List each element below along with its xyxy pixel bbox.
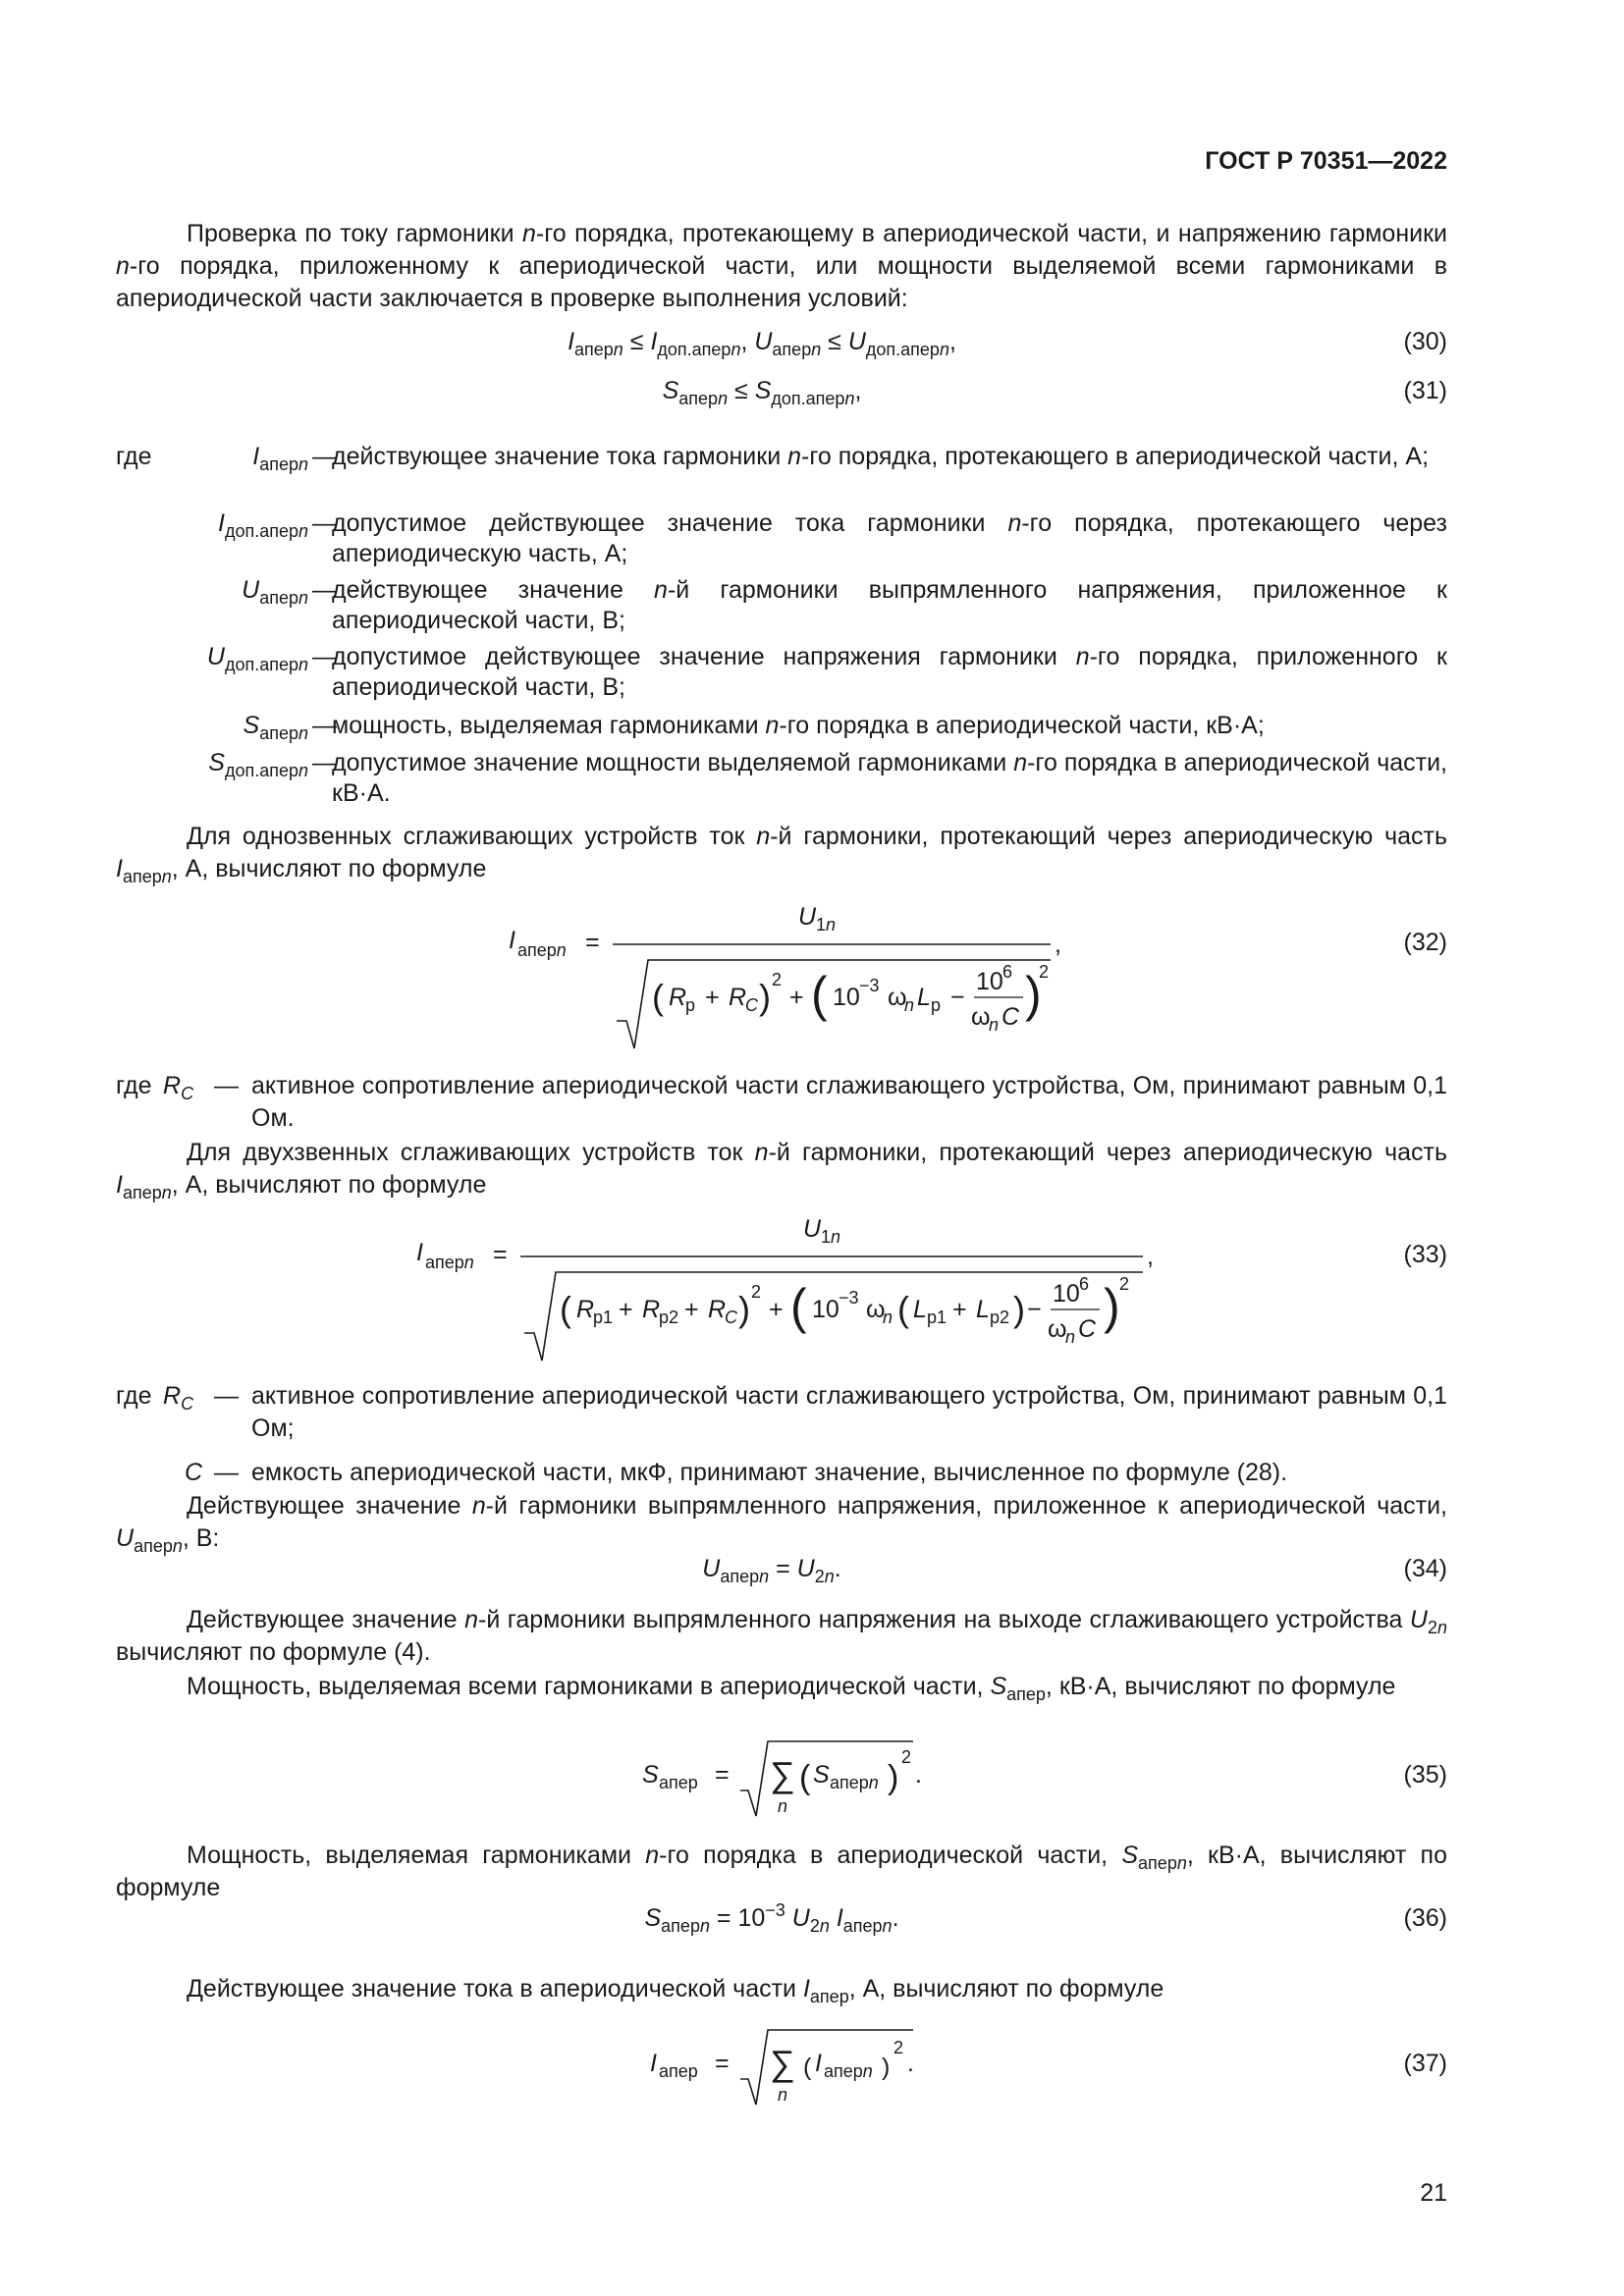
- svg-text:2: 2: [1039, 962, 1050, 982]
- svg-text:+: +: [619, 1296, 633, 1323]
- svg-text:L: L: [913, 1296, 927, 1323]
- svg-text:I: I: [509, 927, 515, 954]
- svg-text:апер: апер: [659, 1773, 698, 1792]
- svg-text:): ): [1104, 1279, 1120, 1334]
- svg-text:+: +: [705, 984, 720, 1011]
- svg-text:апер: апер: [659, 2061, 698, 2081]
- where-label: где: [116, 443, 152, 470]
- equation-number: (34): [1403, 1555, 1447, 1582]
- document-header: ГОСТ Р 70351—2022: [1205, 147, 1447, 175]
- svg-text:U: U: [798, 903, 817, 931]
- svg-text:(: (: [803, 2054, 812, 2081]
- svg-text:р1: р1: [927, 1308, 947, 1327]
- svg-text:R: R: [576, 1296, 595, 1323]
- svg-text:∑: ∑: [770, 1754, 795, 1794]
- document-page: ГОСТ Р 70351—2022 Проверка по току гармоники n-го порядка, протекающему в апериодической части, и напряжению гармоники n-го порядка, приложенному к апериодической части, или мощности выделяемой всеми гармониками в апериодической части заключается в проверке выполнения условий: $I_{аперn} \le I_{доп.аперn}$, $U_{аперn} \le U_{доп.аперn}$, (30) $S_{аперn} \le S_{доп.аперn}$, (31) где $I_{аперn}$ — действующее значение тока гармоники n-го порядка, протекающего в апериодической части, А; $I_{доп.аперn}$ — допустимое действующее значение тока гармоники n-го порядка, протекающего через апериодическую часть, А; $U_{аперn}$ — действующее значение n-й гармоники выпрямленного напряжения, приложенное к апериодической части, В; $U_{доп.аперn}$ — допустимое действующее значение напряжения гармоники n-го порядка, приложенного к апериодической части, В; $S_{аперn}$ — мощность, выделяемая гармониками n-го порядка в апериодической части, кВ·А; $S_{доп.аперn}$ — допустимое значение мощности выделяемой гармониками n-го порядка в апериодической части, кВ·А. Для однозвенных сглаживающих устройств ток n-й гармоники, протекающий через апериодическую часть $I_{аперn}$, А, вычисляют по формуле I аперn = U 1n , ( R р + R C ) 2 + ( 10 −3 ω n L р − 10 6 ω n C ) 2 (32) где $R_C$ — активное сопротивление апериодической части сглаживающего устройства, Ом, принимают равным 0,1 Ом. Для двухзвенных сглаживающих устройств ток n-й гармоники, протекающий через апериодическую часть $I_{аперn}$, А, вычисляют по формуле I аперn = U 1n , ( R р1 + R р2 + R C ) 2 + ( 10 −3 ω n ( L р1 + L р2 ) − 10 6 ω n C ) 2 (33) где $R_C$ — активное сопротивление апериодической части сглаживающего устройства, Ом, принимают равным 0,1 Ом; C — емкость апериодической части, мкФ, принимают значение, вычисленное по формуле (28). Действующее значение n-й гармоники выпрямленного напряжения, приложенное к апериодической части, $U_{аперn}$, В: $U_{аперn} = U_{2n}$. (34) Действующее значение n-й гармоники выпрямленного напряжения на выходе сглаживающего устройства $U_{2n}$ вычисляют по формуле (4). Мощность, выделяемая всеми гармониками в апериодической части, $S_{апер}$, кВ·А, вычисляют по формуле S апер = ∑ n ( S аперn ) 2 . (35) Мощность, выделяемая гармониками n-го порядка в апериодической части, $S_{аперn}$, кВ·А, вычисляют по формуле $S_{аперn} = 10^{-3}$ $U_{2n}$ $I_{аперn}$. (36) Действующее значение тока в апериодической части $I_{апер}$, А, вычисляют по формуле I апер = ∑ n ( I аперn ) 2 . (37) 21: [116, 147, 1447, 2207]
- svg-text:R: R: [669, 984, 687, 1011]
- svg-text:(: (: [652, 977, 664, 1017]
- svg-text:(: (: [811, 967, 828, 1022]
- svg-text:n: n: [904, 995, 915, 1015]
- equation-number: (31): [1403, 377, 1447, 404]
- svg-text:+: +: [684, 1296, 699, 1323]
- svg-text:,: ,: [1055, 931, 1061, 958]
- svg-text:р2: р2: [990, 1308, 1010, 1327]
- svg-text:n: n: [883, 1308, 893, 1327]
- svg-text:2: 2: [751, 1282, 762, 1302]
- svg-text:C: C: [745, 995, 758, 1015]
- svg-text:R: R: [708, 1296, 727, 1323]
- svg-text:): ): [759, 977, 771, 1017]
- svg-text:(: (: [897, 1289, 909, 1329]
- formula-33-svg: [116, 1215, 1447, 1372]
- svg-text:.: .: [915, 1761, 922, 1789]
- svg-text:): ): [738, 1289, 750, 1329]
- svg-text:10: 10: [976, 968, 1003, 995]
- paragraph-37: Действующее значение тока в апериодической части $I_{апер}$, А, вычисляют по формуле: [187, 1975, 1164, 2006]
- paragraph-single-stage: Для однозвенных сглаживающих устройств ток n-й гармоники, протекающий через апериодическую часть $I_{аперn}$, А, вычисляют по формуле: [116, 823, 1447, 886]
- svg-text:(: (: [790, 1279, 807, 1334]
- svg-text:n: n: [989, 1015, 1000, 1035]
- svg-text:2: 2: [772, 970, 783, 989]
- svg-text:2: 2: [901, 1747, 912, 1767]
- svg-text:S: S: [813, 1761, 830, 1789]
- svg-text:C: C: [1001, 1003, 1020, 1031]
- equation-36: $S_{аперn} = 10^{-3}$ $U_{2n}$ $I_{аперn}$. (36): [644, 1900, 1447, 1936]
- svg-text:10: 10: [1053, 1280, 1080, 1308]
- equation-number: (37): [1403, 2050, 1447, 2077]
- equation-number: (32): [1403, 929, 1447, 956]
- equation-37: [116, 2022, 1447, 2110]
- page-number: 21: [1420, 2179, 1447, 2207]
- svg-text:): ): [1025, 967, 1042, 1022]
- svg-text:аперn: аперn: [824, 2061, 873, 2081]
- equation-number: (36): [1403, 1904, 1447, 1932]
- paragraph-34: Действующее значение n-й гармоники выпрямленного напряжения, приложенное к апериодической части, $U_{аперn}$, В:: [116, 1492, 1447, 1556]
- svg-text:I: I: [815, 2050, 822, 2077]
- svg-text:6: 6: [1079, 1274, 1090, 1294]
- svg-text:n: n: [1065, 1327, 1076, 1347]
- equation-number: (30): [1403, 328, 1447, 355]
- paragraph-u2n: Действующее значение n-й гармоники выпрямленного напряжения на выходе сглаживающего устройства $U_{2n}$ вычисляют по формуле (4).: [116, 1606, 1447, 1666]
- svg-text:C: C: [725, 1308, 737, 1327]
- svg-text:n: n: [778, 1796, 788, 1816]
- svg-text:.: .: [907, 2050, 914, 2077]
- svg-text:ω: ω: [1048, 1315, 1067, 1343]
- svg-text:+: +: [789, 984, 804, 1011]
- svg-text:−3: −3: [859, 976, 880, 995]
- svg-text:L: L: [976, 1296, 990, 1323]
- svg-text:10: 10: [812, 1296, 839, 1323]
- svg-text:аперn: аперn: [830, 1773, 879, 1792]
- svg-text:(: (: [560, 1289, 571, 1329]
- svg-text:I: I: [416, 1239, 423, 1266]
- paragraph-double-stage: Для двухзвенных сглаживающих устройств ток n-й гармоники, протекающий через апериодическую часть $I_{аперn}$, А, вычисляют по формуле: [116, 1139, 1447, 1202]
- svg-text:): ): [1013, 1289, 1025, 1329]
- equation-number: (35): [1403, 1761, 1447, 1789]
- svg-text:аперn: аперn: [517, 940, 567, 960]
- svg-text:C: C: [1078, 1315, 1097, 1343]
- equation-34: $U_{аперn} = U_{2n}$. (34): [702, 1555, 1447, 1586]
- svg-text:R: R: [642, 1296, 661, 1323]
- svg-text:,: ,: [1147, 1243, 1154, 1270]
- svg-text:−: −: [950, 984, 965, 1011]
- svg-text:=: =: [585, 929, 600, 956]
- svg-text:+: +: [952, 1296, 967, 1323]
- svg-text:ω: ω: [971, 1003, 991, 1031]
- svg-text:R: R: [729, 984, 747, 1011]
- svg-text:2: 2: [893, 2038, 904, 2057]
- formula-35-svg: [116, 1734, 1447, 1822]
- equation-32: [116, 903, 1447, 1060]
- svg-text:): ): [882, 2054, 891, 2081]
- formula-37-svg: [116, 2022, 1447, 2110]
- svg-text:ω: ω: [866, 1296, 886, 1323]
- intro-paragraph: Проверка по току гармоники n-го порядка, протекающему в апериодической части, и напряжению гармоники n-го порядка, приложенному к апериодической части, или мощности выделяемой всеми гармониками в апериодической части заключается в проверке выполнения условий:: [116, 220, 1447, 312]
- svg-text:S: S: [642, 1761, 659, 1789]
- svg-text:=: =: [715, 1761, 730, 1789]
- svg-text:L: L: [917, 984, 931, 1011]
- svg-text:U: U: [803, 1215, 822, 1243]
- svg-text:=: =: [715, 2050, 730, 2077]
- formula-32-svg: [116, 903, 1447, 1060]
- svg-text:−: −: [1027, 1296, 1042, 1323]
- equation-number: (33): [1403, 1241, 1447, 1268]
- svg-text:2: 2: [1119, 1274, 1130, 1294]
- svg-text:n: n: [778, 2085, 788, 2105]
- equation-33: [116, 1215, 1447, 1372]
- svg-text:): ): [888, 1759, 899, 1796]
- svg-text:∑: ∑: [770, 2043, 795, 2083]
- equation-35: [116, 1734, 1447, 1822]
- svg-text:ω: ω: [888, 984, 907, 1011]
- paragraph-35: Мощность, выделяемая всеми гармониками в апериодической части, $S_{апер}$, кВ·А, вычисляют по формуле: [187, 1673, 1396, 1704]
- svg-text:1n: 1n: [816, 915, 837, 934]
- equation-30: $I_{аперn} \le I_{доп.аперn}$, $U_{аперn} \le U_{доп.аперn}$, (30): [568, 328, 1447, 359]
- svg-text:=: =: [493, 1241, 508, 1268]
- svg-text:+: +: [769, 1296, 784, 1323]
- svg-text:аперn: аперn: [425, 1253, 474, 1272]
- svg-text:(: (: [799, 1759, 811, 1796]
- svg-text:6: 6: [1002, 962, 1013, 982]
- svg-text:−3: −3: [839, 1288, 859, 1308]
- svg-text:1n: 1n: [821, 1227, 841, 1247]
- svg-text:р2: р2: [659, 1308, 679, 1327]
- svg-text:I: I: [650, 2050, 657, 2077]
- equation-31: $S_{аперn} \le S_{доп.аперn}$, (31): [662, 377, 1447, 408]
- svg-text:р1: р1: [593, 1308, 614, 1327]
- svg-text:р: р: [931, 995, 942, 1015]
- paragraph-36: Мощность, выделяемая гармониками n-го порядка в апериодической части, $S_{аперn}$, кВ·А, вычисляют по формуле: [116, 1842, 1447, 1901]
- svg-text:р: р: [685, 995, 696, 1015]
- svg-text:10: 10: [833, 984, 860, 1011]
